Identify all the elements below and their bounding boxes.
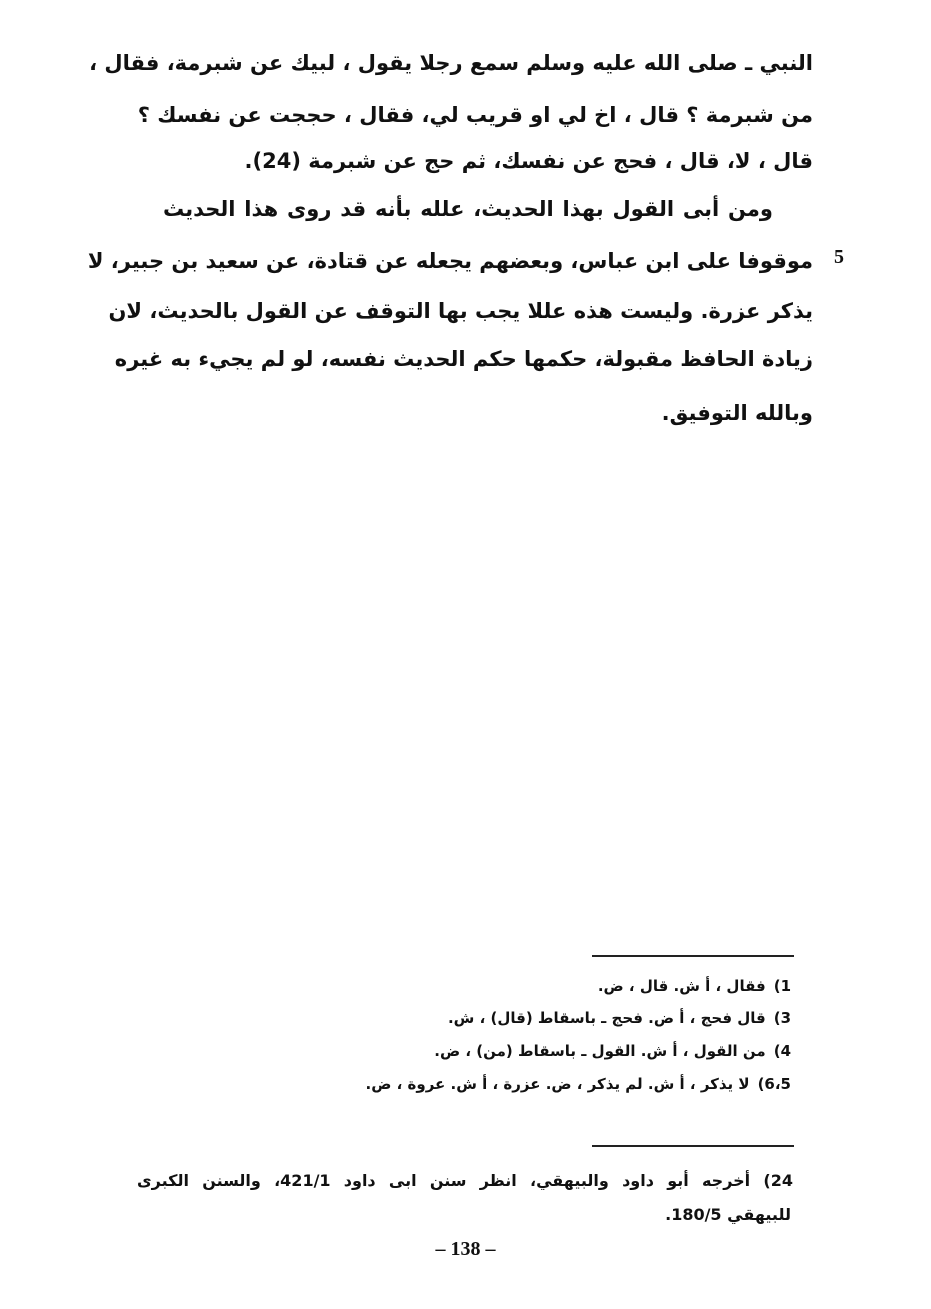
body-line-3: قال ، لا، قال ، فحج عن نفسك، ثم حج عن شبرمة (24). [244,149,813,173]
body-line-8: وبالله التوفيق. [661,401,813,425]
apparatus-note-3 [448,1007,791,1029]
citation-line-1 [137,1168,793,1194]
apparatus-note-number: 4) [773,1042,791,1060]
citation-number: 24) [763,1171,793,1190]
body-line-2: من شبرمة ؟ قال ، اخ لي او قريب لي، فقال ، حججت عن نفسك ؟ [137,103,813,127]
citation-rule [592,1145,794,1147]
apparatus-note-text: فقال ، أ ش. قال ، ض. [597,977,766,995]
apparatus-note-1 [598,975,791,997]
body-line-7: زيادة الحافظ مقبولة، حكمها حكم الحديث نفسه، لو لم يجيء به غيره [114,347,813,371]
margin-line-number: 5 [834,246,844,268]
body-line-6: يذكر عزرة. وليست هذه عللا يجب بها التوقف عن القول بالحديث، لان [108,299,813,323]
apparatus-note-text: قال فحج ، أ ض. فحج ـ باسقاط (قال) ، ش. [447,1009,766,1027]
apparatus-note-number: 6،5) [757,1075,791,1093]
body-line-5: موقوفا على ابن عباس، وبعضهم يجعله عن قتادة، عن سعيد بن جبير، لا [87,249,813,273]
body-line-4: ومن أبى القول بهذا الحديث، علله بأنه قد روى هذا الحديث [163,197,773,221]
citation-line-2: للبيهقي 180/5. [665,1205,791,1224]
apparatus-note-text: لا يذكر ، أ ش. لم يذكر ، ض. عزرة ، أ ش. عروة ، ض. [365,1075,750,1093]
page-number: – 138 – [435,1238,496,1260]
apparatus-note-6-5 [366,1073,791,1095]
apparatus-note-number: 1) [773,977,791,995]
body-line-1: النبي ـ صلى الله عليه وسلم سمع رجلا يقول ، لبيك عن شبرمة، فقال ، [89,51,813,75]
apparatus-note-number: 3) [773,1009,791,1027]
apparatus-note-text: من القول ، أ ش. القول ـ باسقاط (من) ، ض. [434,1042,766,1060]
citation-text-1: أخرجه أبو داود والبيهقي، انظر سنن ابى داود 421/1، والسنن الكبرى [137,1171,751,1190]
apparatus-note-4 [434,1040,791,1062]
apparatus-rule [592,955,794,957]
